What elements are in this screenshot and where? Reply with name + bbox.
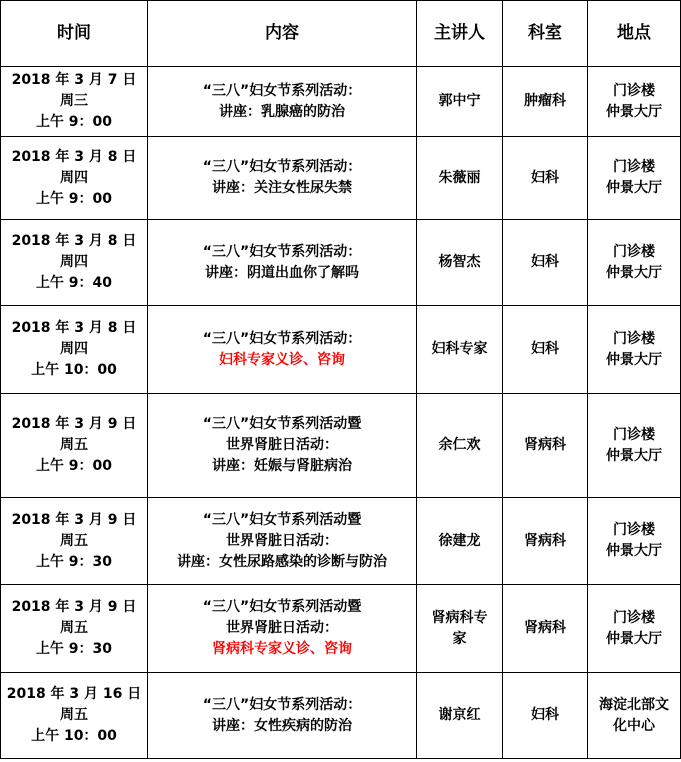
location-line: 门诊楼 xyxy=(613,609,655,626)
content-line: 世界肾脏日活动： xyxy=(226,620,338,636)
cell-content xyxy=(148,220,417,306)
cell-department xyxy=(503,137,588,220)
content-line: 讲座：女性尿路感染的诊断与防治 xyxy=(177,553,387,570)
location-line: 门诊楼 xyxy=(613,159,655,175)
location-line: 仲景大厅 xyxy=(606,264,662,281)
cell-speaker xyxy=(417,306,503,394)
time-line: 周四 xyxy=(60,169,88,186)
header-content: 内容 xyxy=(148,1,417,67)
header-row xyxy=(1,1,681,67)
time-line: 上午 9：30 xyxy=(35,641,113,657)
location-line: 门诊楼 xyxy=(613,243,655,260)
location-line: 仲景大厅 xyxy=(606,351,662,368)
time-line: 2018 年 3 月 8 日 xyxy=(11,233,137,249)
department-name: 肾病科 xyxy=(524,532,566,549)
location-line: 仲景大厅 xyxy=(606,180,662,196)
header-department: 科室 xyxy=(503,1,588,67)
cell-time xyxy=(1,306,148,394)
content-line: “三八”妇女节系列活动暨 xyxy=(202,416,362,432)
content-line: 世界肾脏日活动： xyxy=(226,532,338,549)
cell-speaker xyxy=(417,137,503,220)
department-name: 妇科 xyxy=(531,341,559,357)
table-row xyxy=(1,498,681,585)
time-line: 2018 年 3 月 8 日 xyxy=(11,148,137,165)
content-highlight-line: 肾病科专家义诊、咨询 xyxy=(212,641,352,657)
cell-content xyxy=(148,306,417,394)
table-row xyxy=(1,67,681,137)
time-line: 2018 年 3 月 9 日 xyxy=(11,599,137,615)
header-speaker: 主讲人 xyxy=(417,1,503,67)
speaker-name: 妇科专家 xyxy=(431,341,488,357)
time-line: 周三 xyxy=(60,93,88,109)
cell-speaker xyxy=(417,67,503,137)
time-line: 2018 年 3 月 7 日 xyxy=(11,72,137,88)
location-line: 门诊楼 xyxy=(613,522,655,538)
content-highlight-line: 妇科专家义诊、咨询 xyxy=(219,351,345,368)
time-line: 上午 9：00 xyxy=(35,458,113,474)
department-name: 肾病科 xyxy=(524,620,566,636)
content-line: “三八”妇女节系列活动： xyxy=(202,159,362,175)
cell-location xyxy=(588,498,681,585)
content-line: “三八”妇女节系列活动： xyxy=(202,82,362,99)
time-line: 周四 xyxy=(60,254,88,270)
cell-location xyxy=(588,673,681,759)
cell-time xyxy=(1,585,148,673)
time-line: 上午 9：30 xyxy=(35,553,113,570)
cell-time xyxy=(1,137,148,220)
time-line: 周五 xyxy=(60,707,88,723)
cell-speaker xyxy=(417,394,503,498)
cell-speaker xyxy=(417,585,503,673)
time-line: 2018 年 3 月 16 日 xyxy=(6,686,142,702)
speaker-name: 徐建龙 xyxy=(438,532,481,549)
table-row xyxy=(1,394,681,498)
schedule-body xyxy=(1,67,681,759)
content-line: 讲座：关注女性尿失禁 xyxy=(212,180,352,196)
cell-time xyxy=(1,220,148,306)
table-row xyxy=(1,137,681,220)
time-line: 2018 年 3 月 8 日 xyxy=(11,320,137,336)
speaker-name: 谢京红 xyxy=(438,707,481,723)
time-line: 上午 9：40 xyxy=(35,275,113,291)
cell-location xyxy=(588,137,681,220)
location-line: 仲景大厅 xyxy=(606,447,662,464)
cell-department xyxy=(503,67,588,137)
time-line: 上午 10：00 xyxy=(31,728,117,744)
cell-location xyxy=(588,585,681,673)
content-line: “三八”妇女节系列活动暨 xyxy=(202,511,362,528)
cell-department xyxy=(503,220,588,306)
cell-content xyxy=(148,67,417,137)
cell-location xyxy=(588,67,681,137)
cell-content xyxy=(148,498,417,585)
time-line: 周五 xyxy=(60,532,88,549)
cell-location xyxy=(588,394,681,498)
time-line: 上午 10：00 xyxy=(31,362,117,378)
table-row xyxy=(1,220,681,306)
table-row xyxy=(1,306,681,394)
cell-department xyxy=(503,673,588,759)
department-name: 妇科 xyxy=(531,169,559,186)
location-line: 门诊楼 xyxy=(613,426,655,443)
location-line: 海淀北部文化中心 xyxy=(599,696,669,734)
location-line: 仲景大厅 xyxy=(606,103,662,120)
time-line: 周四 xyxy=(60,341,88,357)
department-name: 妇科 xyxy=(531,254,559,270)
cell-content xyxy=(148,585,417,673)
cell-department xyxy=(503,394,588,498)
content-line: “三八”妇女节系列活动： xyxy=(202,243,362,260)
speaker-name: 郭中宁 xyxy=(438,93,481,109)
time-line: 周五 xyxy=(60,620,88,636)
table-row xyxy=(1,585,681,673)
cell-time xyxy=(1,498,148,585)
time-line: 2018 年 3 月 9 日 xyxy=(11,511,137,528)
content-line: 讲座：阴道出血你了解吗 xyxy=(205,264,359,281)
cell-location xyxy=(588,220,681,306)
cell-time xyxy=(1,394,148,498)
time-line: 上午 9：00 xyxy=(35,114,113,130)
content-line: 世界肾脏日活动： xyxy=(226,437,338,453)
cell-department xyxy=(503,306,588,394)
cell-time xyxy=(1,673,148,759)
location-line: 仲景大厅 xyxy=(606,543,662,559)
cell-content xyxy=(148,394,417,498)
content-line: 讲座：乳腺癌的防治 xyxy=(219,103,345,120)
cell-location xyxy=(588,306,681,394)
cell-department xyxy=(503,585,588,673)
time-line: 2018 年 3 月 9 日 xyxy=(11,416,137,432)
content-line: 讲座：妊娠与肾脏病治 xyxy=(212,458,352,474)
cell-content xyxy=(148,137,417,220)
speaker-name: 杨智杰 xyxy=(438,254,481,270)
content-line: “三八”妇女节系列活动： xyxy=(202,696,362,713)
content-line: “三八”妇女节系列活动： xyxy=(202,330,362,347)
cell-speaker xyxy=(417,220,503,306)
cell-speaker xyxy=(417,673,503,759)
cell-speaker xyxy=(417,498,503,585)
cell-department xyxy=(503,498,588,585)
content-line: 讲座：女性疾病的防治 xyxy=(212,717,352,734)
location-line: 门诊楼 xyxy=(613,82,655,99)
time-line: 上午 9：00 xyxy=(35,190,113,207)
cell-time xyxy=(1,67,148,137)
department-name: 妇科 xyxy=(531,707,559,723)
location-line: 门诊楼 xyxy=(613,330,655,347)
header-time: 时间 xyxy=(1,1,148,67)
header-location: 地点 xyxy=(588,1,681,67)
table-row xyxy=(1,673,681,759)
time-line: 周五 xyxy=(60,437,88,453)
speaker-name: 肾病科专家 xyxy=(431,609,488,647)
department-name: 肿瘤科 xyxy=(524,93,566,109)
cell-content xyxy=(148,673,417,759)
speaker-name: 朱薇丽 xyxy=(438,169,481,186)
speaker-name: 余仁欢 xyxy=(438,437,481,453)
content-line: “三八”妇女节系列活动暨 xyxy=(202,599,362,615)
department-name: 肾病科 xyxy=(524,437,566,453)
location-line: 仲景大厅 xyxy=(606,630,662,647)
